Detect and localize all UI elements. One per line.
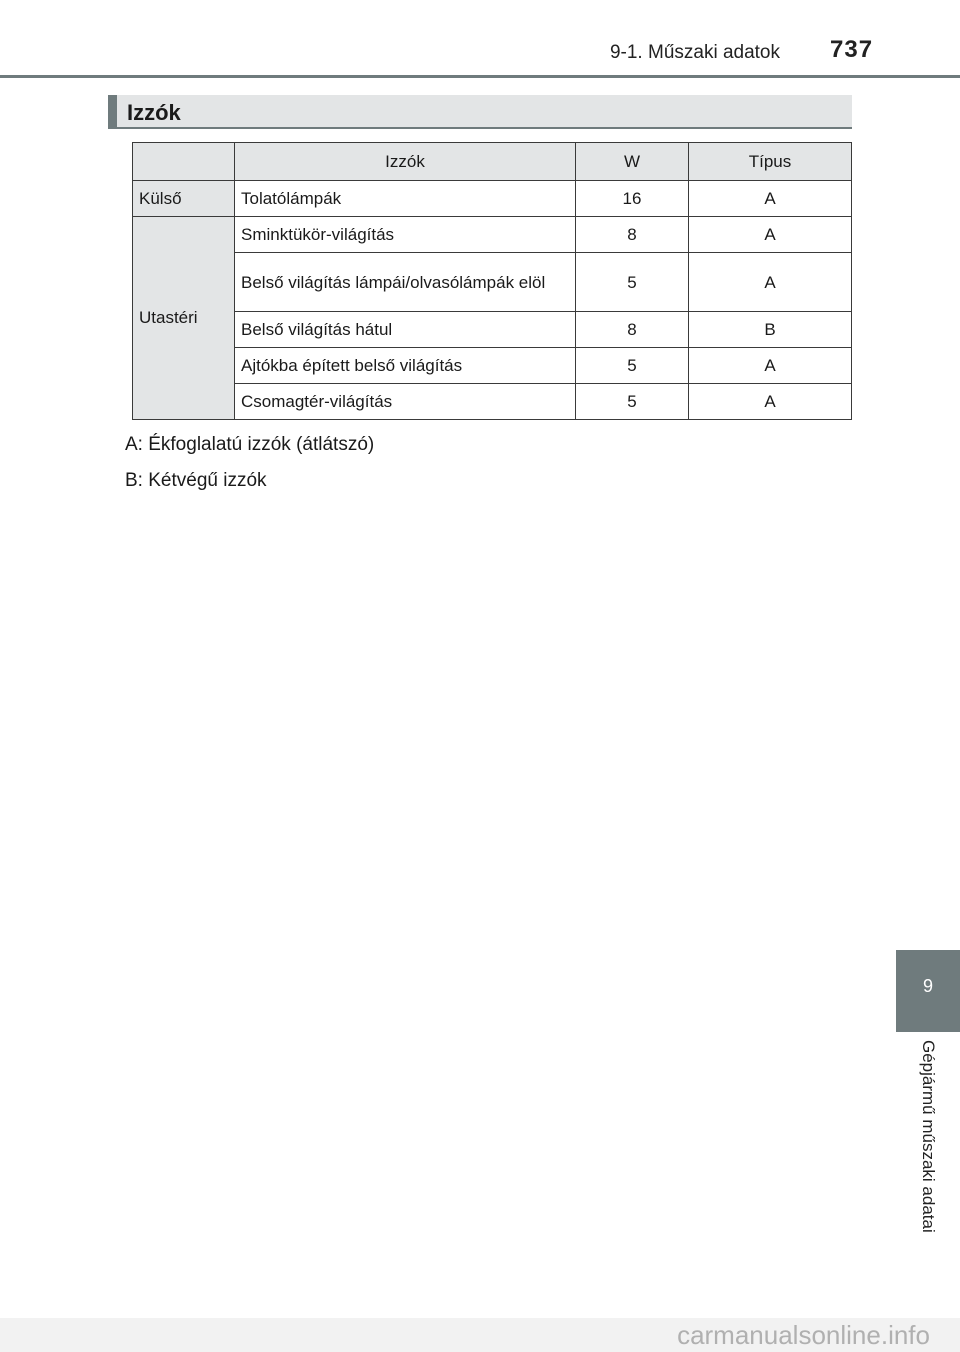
header-cell-watt: W (576, 143, 689, 181)
footnotes (125, 434, 374, 506)
type-cell: A (689, 217, 852, 253)
chapter-tab[interactable]: 9 (896, 950, 960, 1032)
header-title: 9-1. Műszaki adatok (609, 42, 780, 63)
section-heading-bar (108, 95, 852, 129)
watermark: carmanualsonline.info (0, 1318, 960, 1352)
watt-cell: 8 (576, 312, 689, 348)
type-cell: A (689, 181, 852, 217)
table-row (133, 217, 852, 253)
header-cell-type: Típus (689, 143, 852, 181)
bulb-name-cell: Sminktükör-világítás (235, 217, 576, 253)
category-cell-interior: Utastéri (133, 217, 235, 420)
type-cell: A (689, 348, 852, 384)
table-row (133, 312, 852, 348)
watt-cell: 5 (576, 384, 689, 420)
section-title: Izzók (127, 100, 181, 125)
type-cell: B (689, 312, 852, 348)
watt-cell: 16 (576, 181, 689, 217)
table-row (133, 181, 852, 217)
chapter-label-text: Gépjármű műszaki adatai (919, 1040, 938, 1233)
header-rule (0, 75, 960, 78)
footnote-a: A: Ékfoglalatú izzók (átlátszó) (125, 434, 375, 455)
type-cell: A (689, 384, 852, 420)
bulb-name-cell: Csomagtér-világítás (235, 384, 576, 420)
header-cell-category (133, 143, 235, 181)
category-cell-exterior: Külső (133, 181, 235, 217)
table-header-row (133, 143, 852, 181)
table-row (133, 253, 852, 312)
bulb-name-cell: Belső világítás hátul (235, 312, 576, 348)
table-row (133, 348, 852, 384)
bulb-name-cell: Ajtókba épített belső világítás (235, 348, 576, 384)
header-cell-bulbs: Izzók (235, 143, 576, 181)
bulb-name-cell: Tolatólámpák (235, 181, 576, 217)
footnote-b: B: Kétvégű izzók (125, 470, 267, 491)
watt-cell: 8 (576, 217, 689, 253)
table-row (133, 384, 852, 420)
type-cell: A (689, 253, 852, 312)
watt-cell: 5 (576, 348, 689, 384)
bulb-table (132, 142, 852, 420)
page-number: 737 (830, 36, 874, 63)
watt-cell: 5 (576, 253, 689, 312)
bulb-name-cell: Belső világítás lámpái/olvasólámpák elöl (235, 253, 576, 312)
chapter-label (896, 1040, 960, 1290)
